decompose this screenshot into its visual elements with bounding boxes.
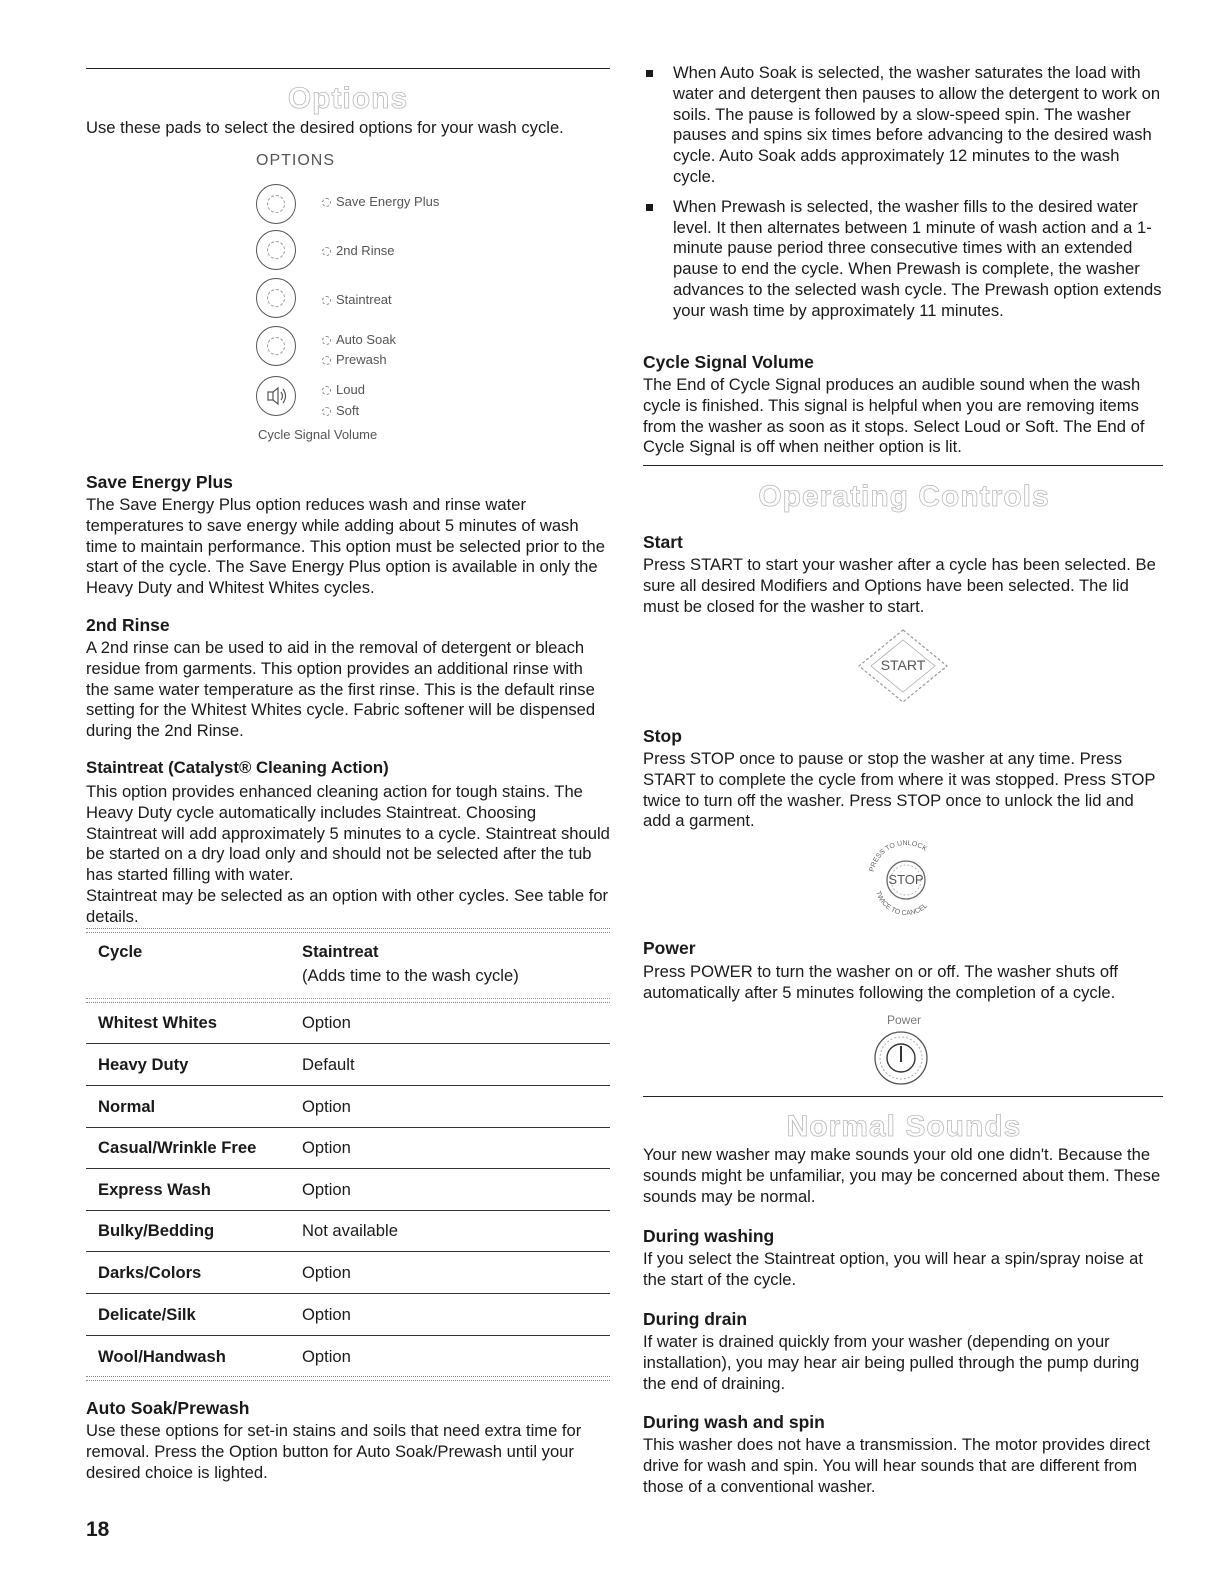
bullet-icon — [646, 70, 653, 77]
table-row — [86, 1087, 610, 1128]
auto-soak-body: Use these options for set-in stains and soils that need extra time for removal. Press the Option button for Auto Soak/Prewash until your desired choice is lighted. — [86, 1421, 582, 1482]
table-cell-staintreat: Option — [302, 1305, 351, 1324]
row-divider — [86, 1043, 610, 1044]
table-cell-staintreat: Option — [302, 1263, 351, 1282]
bullet-list — [643, 63, 1165, 322]
option-second-rinse — [322, 243, 395, 258]
normal-sounds-title: Normal Sounds — [786, 1110, 1022, 1143]
table-cell-staintreat: Option — [302, 1180, 351, 1199]
table-row — [86, 1253, 610, 1294]
option-label: Loud — [336, 382, 365, 397]
second-rinse-heading: 2nd Rinse — [86, 615, 170, 635]
option-prewash — [322, 352, 387, 367]
option-staintreat — [322, 292, 392, 307]
option-label: Prewash — [336, 352, 387, 367]
led-icon — [322, 247, 331, 256]
during-wash-spin-heading: During wash and spin — [643, 1412, 825, 1432]
table-header-subtitle: (Adds time to the wash cycle) — [302, 966, 519, 985]
table-cell-staintreat: Option — [302, 1347, 351, 1366]
save-energy-body: The Save Energy Plus option reduces wash and rinse water temperatures to save energy while adding about 5 minutes of wash time to maintain performance. This option must be selected prior to the start of the cycle. The Save Energy Plus option is available in only the Heavy Duty and Whitest Whites cycles. — [86, 495, 605, 598]
led-icon — [322, 407, 331, 416]
table-row — [86, 1003, 610, 1044]
table-row — [86, 1045, 610, 1086]
led-icon — [322, 386, 331, 395]
staintreat-button[interactable] — [256, 278, 296, 318]
list-item — [643, 63, 1165, 188]
power-button-label: Power — [886, 1013, 921, 1027]
led-icon — [322, 356, 331, 365]
bullet-text: When Prewash is selected, the washer fills to the desired water level. It then alternates between 1 minute of wash action and a 1-minute pause period three consecutive times with an extended pause to end the cycle. When Prewash is complete, the washer advances to the selected wash cycle. The Prewash option extends your wash time by approximately 11 minutes. — [673, 196, 1162, 320]
table-cell-cycle: Darks/Colors — [98, 1263, 202, 1282]
row-divider — [86, 1085, 610, 1086]
staintreat-heading: Staintreat (Catalyst® Cleaning Action) — [86, 758, 389, 777]
svg-text:TWICE TO CANCEL — [874, 890, 929, 917]
options-panel — [86, 148, 610, 448]
auto-soak-prewash-button[interactable] — [256, 326, 296, 366]
led-icon — [322, 336, 331, 345]
option-loud — [322, 382, 365, 397]
page-number: 18 — [86, 1518, 110, 1541]
option-auto-soak — [322, 332, 396, 347]
during-wash-spin-body: This washer does not have a transmission. The motor provides direct drive for wash and spin. You will hear sounds that are different from those of a conventional washer. — [643, 1435, 1150, 1496]
stop-heading: Stop — [643, 726, 682, 746]
table-cell-staintreat: Option — [302, 1138, 351, 1157]
during-washing-body: If you select the Staintreat option, you will hear a spin/spray noise at the start of the cycle. — [643, 1249, 1143, 1289]
power-heading: Power — [643, 938, 696, 958]
table-cell-cycle: Bulky/Bedding — [98, 1221, 215, 1240]
save-energy-button[interactable] — [256, 184, 296, 224]
table-cell-cycle: Whitest Whites — [98, 1013, 217, 1032]
section-divider — [643, 465, 1163, 466]
table-cell-staintreat: Default — [302, 1055, 355, 1074]
staintreat-table — [86, 928, 610, 1383]
start-button-label: START — [880, 657, 926, 673]
power-icon — [871, 1030, 931, 1086]
options-panel-label: OPTIONS — [256, 152, 336, 169]
staintreat-body: This option provides enhanced cleaning action for tough stains. The Heavy Duty cycle automatically includes Staintreat. Choosing Staintreat will add approximately 5 minutes to a cycle. Staintreat should be started on a dry load only and should not be selected after the tub has started filling with water. — [86, 782, 610, 885]
during-washing-heading: During washing — [643, 1226, 775, 1246]
row-divider — [86, 1335, 610, 1336]
start-heading: Start — [643, 532, 683, 552]
table-cell-cycle: Heavy Duty — [98, 1055, 189, 1074]
operating-controls-title: Operating Controls — [758, 480, 1050, 513]
row-divider — [86, 1293, 610, 1294]
led-icon — [322, 198, 331, 207]
table-cell-staintreat: Not available — [302, 1221, 398, 1240]
table-row — [86, 1295, 610, 1336]
during-drain-body: If water is drained quickly from your washer (depending on your installation), you may hear air being pulled through the pump during the end of draining. — [643, 1332, 1140, 1393]
cycle-signal-button[interactable] — [256, 376, 296, 416]
table-top-border — [86, 928, 610, 933]
second-rinse-body: A 2nd rinse can be used to aid in the removal of detergent or bleach residue from garments. This option provides an additional rinse with the same water temperature as the first rinse. This is the default rinse setting for the Whitest Whites cycle. Fabric softener will be dispensed during the 2nd Rinse. — [86, 638, 596, 741]
led-icon — [322, 296, 331, 305]
stop-arc-top: PRESS TO UNLOCK — [868, 839, 928, 873]
stop-arc-bottom: TWICE TO CANCEL — [874, 890, 929, 918]
save-energy-heading: Save Energy Plus — [86, 472, 233, 492]
table-cell-cycle: Normal — [98, 1097, 156, 1116]
table-cell-cycle: Delicate/Silk — [98, 1305, 196, 1324]
staintreat-note: Staintreat may be selected as an option with other cycles. See table for details. — [86, 886, 609, 926]
row-divider — [86, 1251, 610, 1252]
bullet-icon — [646, 204, 653, 211]
stop-button-label: STOP — [888, 872, 924, 887]
option-label: Soft — [336, 403, 360, 418]
cycle-signal-body: The End of Cycle Signal produces an audible sound when the wash cycle is finished. This signal is helpful when you are removing items from the washer as soon as it stops. Select Loud or Soft. The End of Cycle Signal is off when neither option is lit. — [643, 375, 1145, 457]
table-row — [86, 1211, 610, 1252]
bullet-text: When Auto Soak is selected, the washer saturates the load with water and detergent then pauses to allow the detergent to work on soils. The pause is followed by a slow-speed spin. The washer pauses and spins six times before advancing to the desired wash cycle. Auto Soak adds approximately 12 minutes to the wash cycle. — [673, 63, 1161, 186]
table-row — [86, 1337, 610, 1375]
section-divider — [643, 1096, 1163, 1097]
option-label: Auto Soak — [336, 332, 396, 347]
table-header-staintreat: Staintreat — [302, 942, 379, 961]
row-divider — [86, 1168, 610, 1169]
stop-button[interactable] — [861, 832, 951, 924]
normal-sounds-intro: Your new washer may make sounds your old one didn't. Because the sounds might be unfamiliar, you may be concerned about them. These sounds may be normal. — [643, 1145, 1161, 1206]
option-label: 2nd Rinse — [336, 243, 395, 258]
option-save-energy — [322, 194, 439, 209]
list-item — [643, 197, 1165, 322]
table-cell-cycle: Wool/Handwash — [98, 1347, 226, 1366]
options-intro: Use these pads to select the desired options for your wash cycle. — [86, 118, 564, 137]
table-header-cycle: Cycle — [98, 942, 143, 961]
table-bottom-border — [86, 1376, 610, 1381]
table-row — [86, 1170, 610, 1211]
table-cell-cycle: Express Wash — [98, 1180, 211, 1199]
options-panel-caption: Cycle Signal Volume — [258, 427, 378, 442]
power-button[interactable] — [871, 1030, 931, 1086]
start-body: Press START to start your washer after a cycle has been selected. Be sure all desired Modifiers and Options have been selected. The lid must be closed for the washer to start. — [643, 555, 1156, 616]
table-cell-cycle: Casual/Wrinkle Free — [98, 1138, 257, 1157]
section-divider — [86, 68, 610, 69]
power-body: Press POWER to turn the washer on or off. The washer shuts off automatically after 5 minutes following the completion of a cycle. — [643, 962, 1118, 1002]
option-label: Staintreat — [336, 292, 392, 307]
start-button[interactable] — [855, 626, 951, 706]
second-rinse-button[interactable] — [256, 230, 296, 270]
speaker-icon — [257, 377, 295, 415]
svg-text:PRESS TO UNLOCK — [869, 840, 929, 873]
option-label: Save Energy Plus — [336, 194, 440, 209]
auto-soak-heading: Auto Soak/Prewash — [86, 1398, 250, 1418]
option-soft — [322, 403, 359, 418]
during-drain-heading: During drain — [643, 1309, 748, 1329]
stop-body: Press STOP once to pause or stop the washer at any time. Press START to complete the cycle from where it was stopped. Press STOP twice to turn off the washer. Press STOP once to unlock the lid and add a garment. — [643, 749, 1156, 831]
options-title: Options — [287, 82, 409, 115]
table-cell-staintreat: Option — [302, 1097, 351, 1116]
table-cell-staintreat: Option — [302, 1013, 351, 1032]
table-row — [86, 1128, 610, 1169]
cycle-signal-heading: Cycle Signal Volume — [643, 352, 814, 372]
